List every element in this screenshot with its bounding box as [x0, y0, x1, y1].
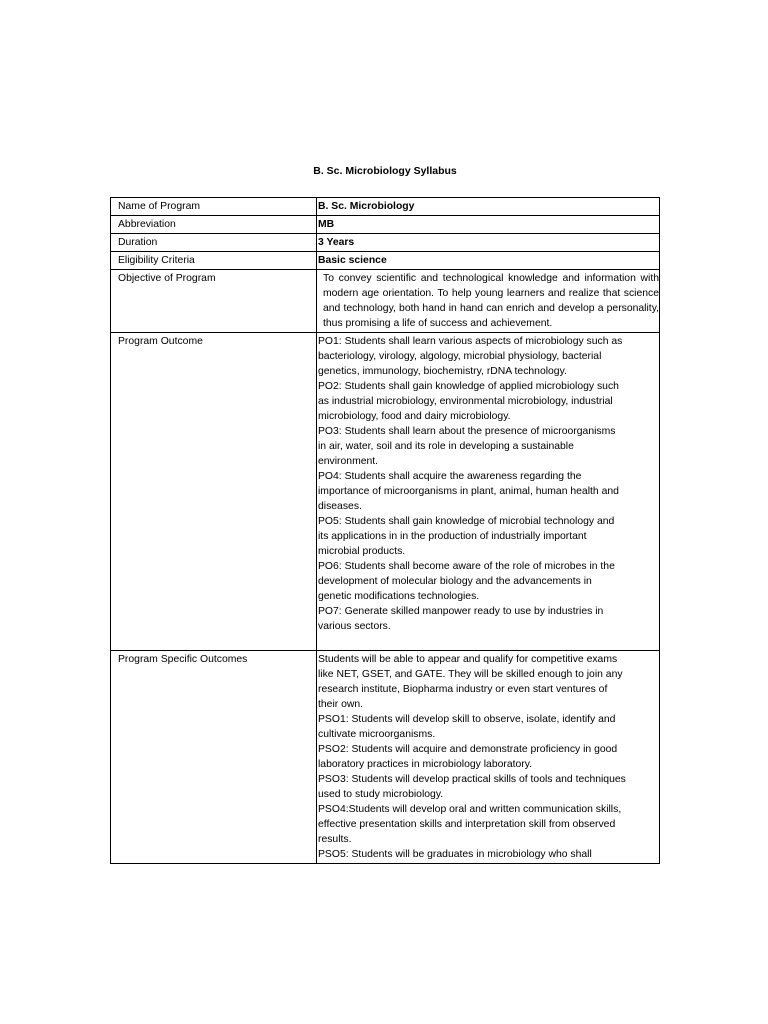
table-row-duration: [111, 234, 660, 252]
row-value-objective: [317, 270, 660, 333]
outcome-line: bacteriology, virology, algology, microbial physiology, bacterial: [318, 351, 602, 362]
outcome-line: diseases.: [318, 501, 362, 512]
specific-outcome-line: laboratory practices in microbiology laboratory.: [318, 759, 533, 770]
row-label-duration: Duration: [111, 234, 317, 252]
row-label-abbreviation: Abbreviation: [111, 216, 317, 234]
outcome-line: PO5: Students shall gain knowledge of microbial technology and: [318, 516, 615, 527]
specific-outcome-line: cultivate microorganisms.: [318, 729, 436, 740]
outcome-line: PO4: Students shall acquire the awareness regarding the: [318, 471, 582, 482]
outcome-line: microbiology, food and dairy microbiology.: [318, 411, 511, 422]
outcome-line: PO6: Students shall become aware of the role of microbes in the: [318, 561, 615, 572]
table-row-name: [111, 198, 660, 216]
outcome-line: PO3: Students shall learn about the presence of microorganisms: [318, 426, 616, 437]
row-value-name: B. Sc. Microbiology: [317, 198, 660, 216]
specific-outcome-line: effective presentation skills and interpretation skill from observed: [318, 819, 616, 830]
outcome-line: PO2: Students shall gain knowledge of applied microbiology such: [318, 381, 619, 392]
specific-outcome-line: Students will be able to appear and qualify for competitive exams: [318, 654, 618, 665]
row-label-eligibility: Eligibility Criteria: [111, 252, 317, 270]
outcome-line: environment.: [318, 456, 379, 467]
outcome-line: genetics, immunology, biochemistry, rDNA technology.: [318, 366, 567, 377]
row-label-outcome: Program Outcome: [111, 333, 317, 651]
row-label-specific-outcomes: Program Specific Outcomes: [111, 651, 317, 864]
specific-outcome-line: PSO3: Students will develop practical skills of tools and techniques: [318, 774, 626, 785]
outcome-line: as industrial microbiology, environmental microbiology, industrial: [318, 396, 613, 407]
specific-outcome-line: PSO1: Students will develop skill to observe, isolate, identify and: [318, 714, 616, 725]
outcome-line: genetic modifications technologies.: [318, 591, 480, 602]
outcome-line: in air, water, soil and its role in developing a sustainable: [318, 441, 574, 452]
specific-outcome-line: PSO2: Students will acquire and demonstrate proficiency in good: [318, 744, 618, 755]
outcome-line: PO1: Students shall learn various aspects of microbiology such as: [318, 336, 623, 347]
document-title: B. Sc. Microbiology Syllabus: [313, 165, 457, 177]
specific-outcome-line: research institute, Biopharma industry or even start ventures of: [318, 684, 608, 695]
row-value-duration: 3 Years: [317, 234, 660, 252]
specific-outcome-line: like NET, GSET, and GATE. They will be skilled enough to join any: [318, 669, 623, 680]
row-label-name: Name of Program: [111, 198, 317, 216]
outcome-line: its applications in in the production of industrially important: [318, 531, 587, 542]
table-row-objective: [111, 270, 660, 333]
table-row-outcome: [111, 333, 660, 651]
row-value-outcome: [317, 333, 660, 651]
objective-text: To convey scientific and technological knowledge and information with modern age orientation. To help young learners and realize that science and technology, both hand in hand can enrich and develop a personality, thus promising a life of success and achievement.: [323, 273, 659, 329]
row-label-objective: Objective of Program: [111, 270, 317, 333]
outcome-line: microbial products.: [318, 546, 406, 557]
row-value-eligibility: Basic science: [317, 252, 660, 270]
specific-outcome-line: used to study microbiology.: [318, 789, 444, 800]
table-row-eligibility: [111, 252, 660, 270]
outcome-line: various sectors.: [318, 621, 391, 632]
row-value-abbreviation: MB: [317, 216, 660, 234]
table-row-specific-outcomes: [111, 651, 660, 864]
syllabus-table: [110, 197, 660, 864]
specific-outcome-line: their own.: [318, 699, 364, 710]
outcome-line: PO7: Generate skilled manpower ready to use by industries in: [318, 606, 604, 617]
specific-outcome-line: results.: [318, 834, 352, 845]
specific-outcome-line: PSO5: Students will be graduates in microbiology who shall: [318, 849, 592, 860]
specific-outcome-line: PSO4:Students will develop oral and written communication skills,: [318, 804, 622, 815]
table-row-abbreviation: [111, 216, 660, 234]
outcome-line: importance of microorganisms in plant, animal, human health and: [318, 486, 619, 497]
outcome-line: development of molecular biology and the advancements in: [318, 576, 592, 587]
row-value-specific-outcomes: [317, 651, 660, 864]
